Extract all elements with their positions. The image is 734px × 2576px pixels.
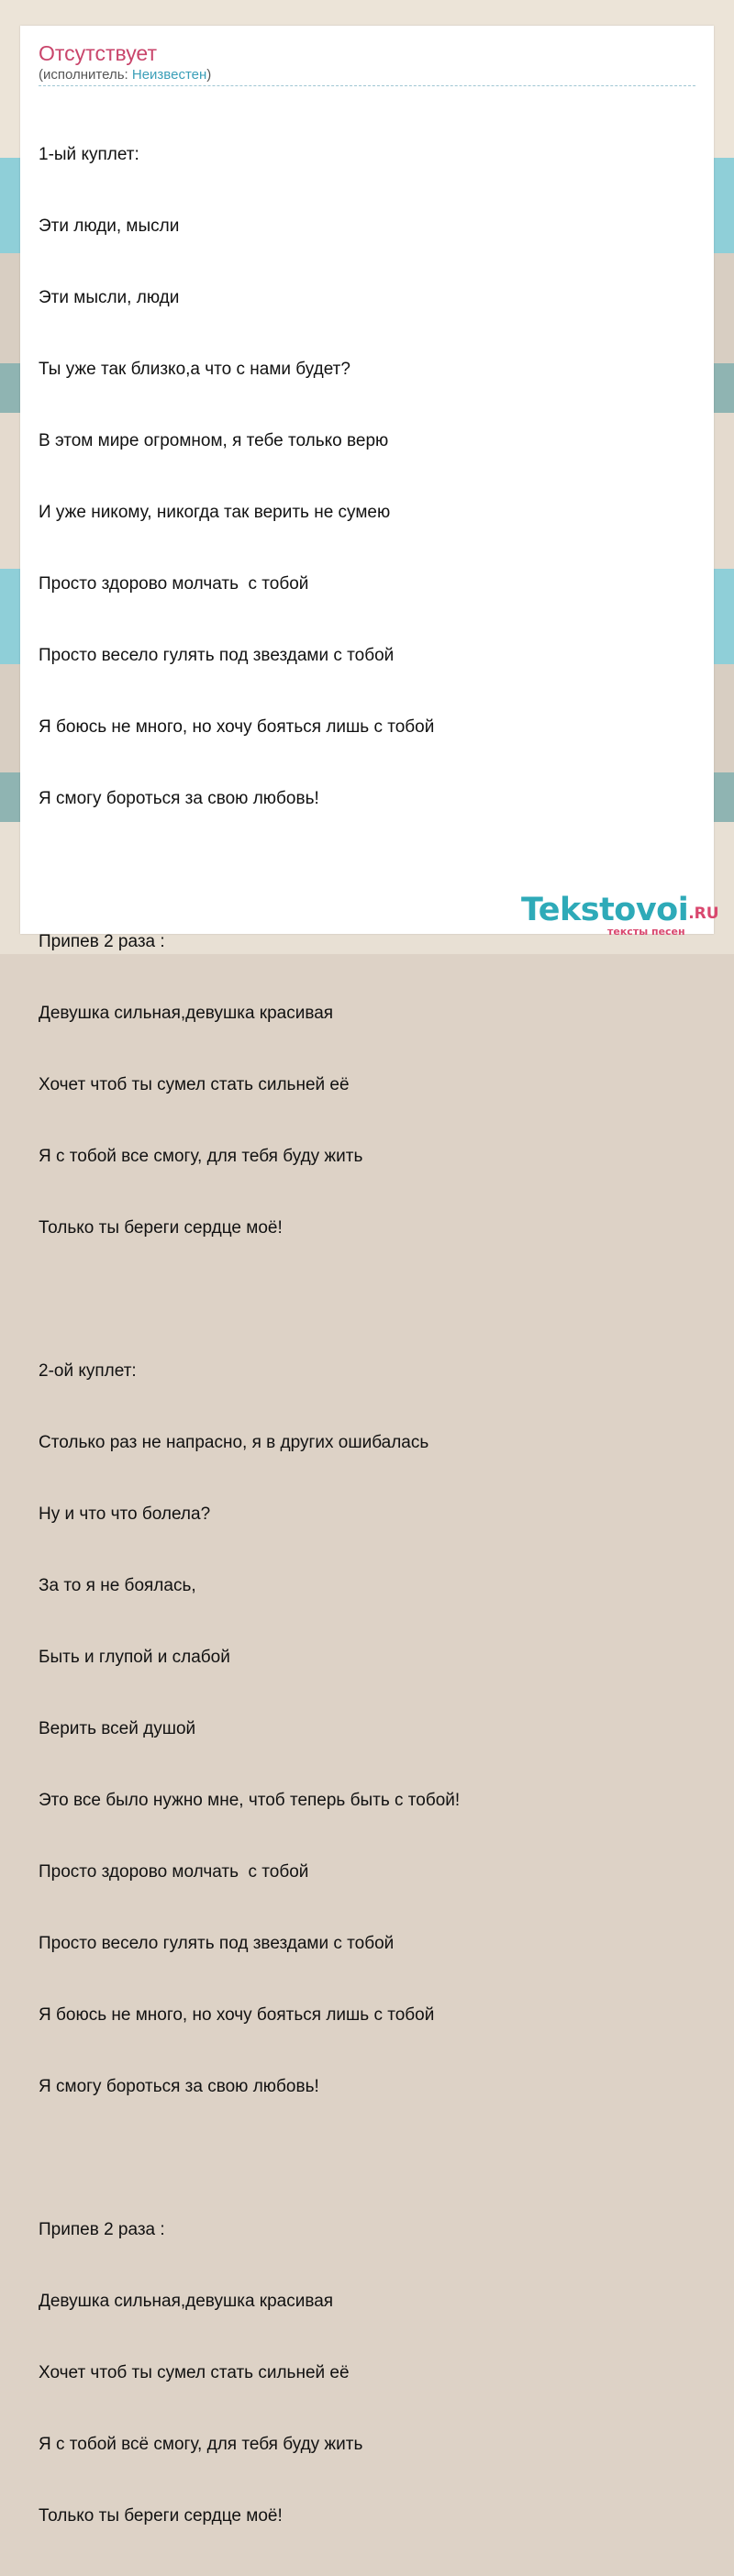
lyrics-line: В этом мире огромном, я тебе только верю — [39, 431, 389, 450]
lyrics-line: Девушка сильная,девушка красивая — [39, 2292, 334, 2311]
lyrics-line: Только ты береги сердце моё! — [39, 2506, 283, 2526]
lyrics-line: Просто весело гулять под звездами с тобой — [39, 646, 395, 665]
lyrics-line: Девушка сильная,девушка красивая — [39, 1004, 334, 1023]
lyrics-line: Ты уже так близко,а что с нами будет? — [39, 360, 350, 379]
logo-tld: .RU — [688, 905, 719, 923]
lyrics-line: Эти люди, мысли — [39, 217, 180, 236]
lyrics-line: Столько раз не напрасно, я в других ошибалась — [39, 1433, 429, 1452]
lyrics-line: 2-ой куплет: — [39, 1361, 137, 1381]
lyrics-line: Быть и глупой и слабой — [39, 1648, 230, 1667]
lyrics-line: Припев 2 раза : — [39, 932, 165, 951]
lyrics-line: Я с тобой все смогу, для тебя буду жить — [39, 1147, 363, 1166]
lyrics-line: За то я не боялась, — [39, 1576, 196, 1595]
artist-line — [39, 67, 211, 83]
song-title: Отсутствует — [39, 41, 157, 65]
site-logo[interactable] — [521, 892, 719, 938]
lyrics-line: Ну и что что болела? — [39, 1505, 211, 1524]
lyrics-text — [39, 95, 460, 2576]
artist-prefix: (исполнитель: — [39, 67, 132, 83]
lyrics-line: Я боюсь не много, но хочу бояться лишь с тобой — [39, 717, 435, 737]
logo-name: Tekstovoi — [521, 892, 689, 928]
lyrics-blank-line — [39, 2147, 460, 2171]
lyrics-line: Я смогу бороться за свою любовь! — [39, 789, 319, 808]
dashed-divider — [39, 85, 695, 86]
lyrics-blank-line — [39, 859, 460, 883]
lyrics-line: И уже никому, никогда так верить не сумею — [39, 503, 391, 522]
lyrics-line: Просто здорово молчать с тобой — [39, 574, 309, 594]
lyrics-line: Я с тобой всё смогу, для тебя буду жить — [39, 2435, 363, 2454]
lyrics-line: Только ты береги сердце моё! — [39, 1218, 283, 1238]
lyrics-line: Эти мысли, люди — [39, 288, 180, 307]
lyrics-line: Просто весело гулять под звездами с тобой — [39, 1934, 395, 1953]
artist-link[interactable]: Неизвестен — [131, 67, 207, 83]
logo-tagline: тексты песен — [607, 926, 685, 938]
lyrics-line: Верить всей душой — [39, 1719, 196, 1738]
lyrics-line: Я боюсь не много, но хочу бояться лишь с тобой — [39, 2005, 435, 2025]
lyrics-line: Просто здорово молчать с тобой — [39, 1862, 309, 1882]
lyrics-line: Это все было нужно мне, чтоб теперь быть с тобой! — [39, 1791, 461, 1810]
lyrics-line: Хочет чтоб ты сумел стать сильней её — [39, 1075, 350, 1094]
artist-suffix: ) — [206, 67, 212, 83]
lyrics-blank-line — [39, 1288, 460, 1312]
lyrics-line: Хочет чтоб ты сумел стать сильней её — [39, 2363, 350, 2382]
lyrics-line: Я смогу бороться за свою любовь! — [39, 2077, 319, 2096]
lyrics-sheet — [20, 26, 719, 2526]
lyrics-line: 1-ый куплет: — [39, 145, 139, 164]
lyrics-line: Припев 2 раза : — [39, 2220, 165, 2239]
